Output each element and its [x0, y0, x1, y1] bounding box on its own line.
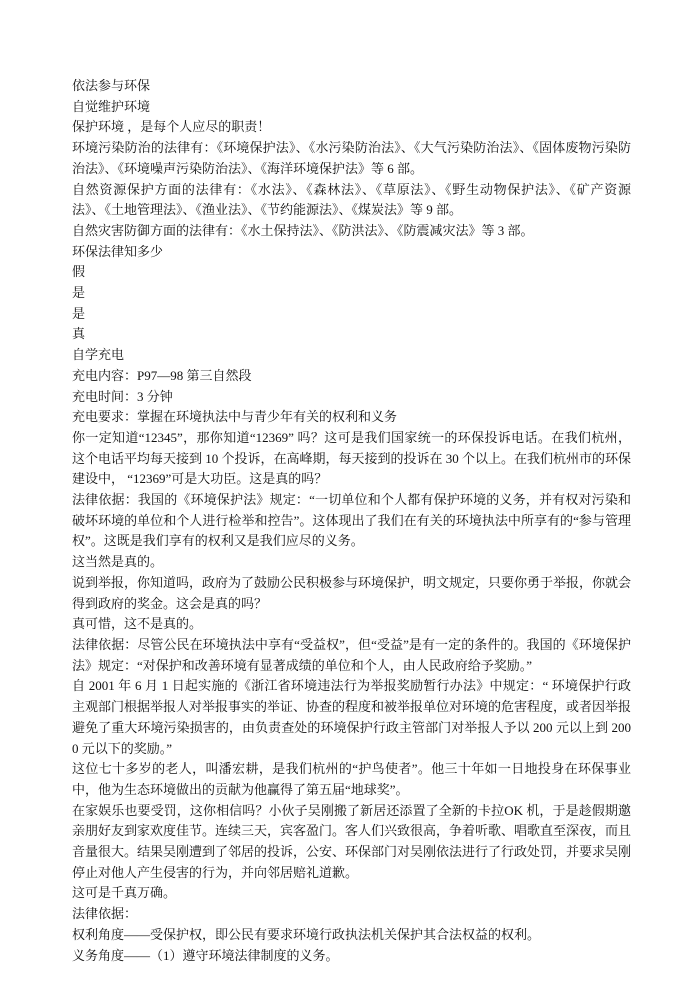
paragraph-duties-angle: 义务角度——（1）遵守环境法律制度的义务。	[72, 947, 339, 963]
paragraph-heading-1: 依法参与环保	[72, 78, 151, 93]
paragraph-hotline-story: 你一定知道“12345”，那你知道“12369” 吗？这可是我们国家统一的环保投诉电话。在我们杭州，这个电话平均每天接到 10 个投诉，在高峰期，每天接到的投诉在 30 个以上。在我们杭州市的环保建设中， “12369”可是大功臣。这是真的吗？	[72, 429, 632, 487]
paragraph-true-statement-1: 这当然是真的。	[72, 554, 164, 570]
paragraph-selfstudy-requirement: 充电要求：掌握在环境执法中与青少年有关的权利和义务	[72, 409, 398, 425]
paragraph-selfstudy-content: 充电内容：P97—98 第三自然段	[72, 367, 252, 383]
paragraph-legal-basis-2: 法律依据：尽管公民在环境执法中享有“受益权”，但“受益”是有一定的条件的。我国的《环境保护法》规定：“对保护和改善环境有显著成绩的单位和个人，由人民政府给予奖励。”	[72, 636, 631, 673]
paragraph-answer-3: 是	[72, 305, 86, 321]
paragraph-zhejiang-regulation: 自 2001 年 6 月 1 日起实施的《浙江省环境违法行为举报奖励暂行办法》中规定：“ 环境保护行政主观部门根据举报人对举报事实的举证、协查的程度和被举报单位对环境的危害程度，或者因举报避免了重大环境污染损害的，由负责查处的环境保护行政主管部门对举报人予以 200 元以上到 2000 元以下的奖励。”	[72, 678, 632, 756]
paragraph-resource-laws: 自然资源保护方面的法律有：《水法》、《森林法》、《草原法》、《野生动物保护法》、《矿产资源法》、《土地管理法》、《渔业法》、《节约能源法》、《煤炭法》等 9 部。	[72, 181, 631, 218]
paragraph-legal-basis-1: 法律依据：我国的《环境保护法》规定：“一切单位和个人都有保护环境的义务，并有权对污染和破坏环境的单位和个人进行检举和控告”。这体现出了我们在有关的环境执法中所享有的“参与管理权”。这既是我们享有的权利又是我们应尽的义务。	[72, 492, 631, 549]
paragraph-heading-2: 自觉维护环境	[72, 98, 151, 114]
paragraph-rights-angle: 权利角度——受保护权，即公民有要求环境行政执法机关保护其合法权益的权利。	[72, 926, 541, 942]
paragraph-legal-basis-3: 法律依据：	[72, 906, 138, 922]
paragraph-karaoke-story: 在家娱乐也要受罚，这你相信吗？小伙子吴刚搬了新居还添置了全新的卡拉OK 机，于是趁假期邀亲朋好友到家欢度佳节。连续三天，宾客盈门。客人们兴致很高，争着听歌、唱歌直至深夜，而且音量很大。结果吴刚遭到了邻居的投诉，公安、环保部门对吴刚依法进行了行政处罚，并要求吴刚停止对他人产生侵害的行为，并向邻居赔礼道歉。	[72, 802, 632, 880]
paragraph-answer-1: 假	[72, 264, 86, 280]
paragraph-quiz-title: 环保法律知多少	[72, 243, 164, 259]
paragraph-disaster-laws: 自然灾害防御方面的法律有：《水土保持法》、《防洪法》、《防震减灾法》等 3 部。	[72, 222, 534, 238]
paragraph-selfstudy-time: 充电时间：3 分钟	[72, 388, 173, 404]
paragraph-answer-2: 是	[72, 285, 86, 301]
paragraph-true-statement-2: 这可是千真万确。	[72, 885, 177, 901]
paragraph-slogan: 保护环境 ，是每个人应尽的职责！	[72, 119, 271, 135]
paragraph-report-story: 说到举报，你知道吗，政府为了鼓励公民积极参与环境保护，明文规定，只要你勇于举报，你就会得到政府的奖金。这会是真的吗？	[72, 574, 632, 611]
paragraph-false-statement: 真可惜，这不是真的。	[72, 616, 203, 632]
paragraph-birdkeeper-story: 这位七十多岁的老人，叫潘宏耕，是我们杭州的“护鸟使者”。他三十年如一日地投身在环保事业中，他为生态环境做出的贡献为他赢得了第五届“地球奖”。	[72, 761, 631, 797]
paragraph-pollution-laws: 环境污染防治的法律有：《环境保护法》、《水污染防治法》、《大气污染防治法》、《固体废物污染防治法》、《环境噪声污染防治法》、《海洋环境保护法》等 6 部。	[72, 140, 631, 176]
paragraph-selfstudy-title: 自学充电	[72, 347, 125, 363]
paragraph-answer-4: 真	[72, 326, 86, 342]
